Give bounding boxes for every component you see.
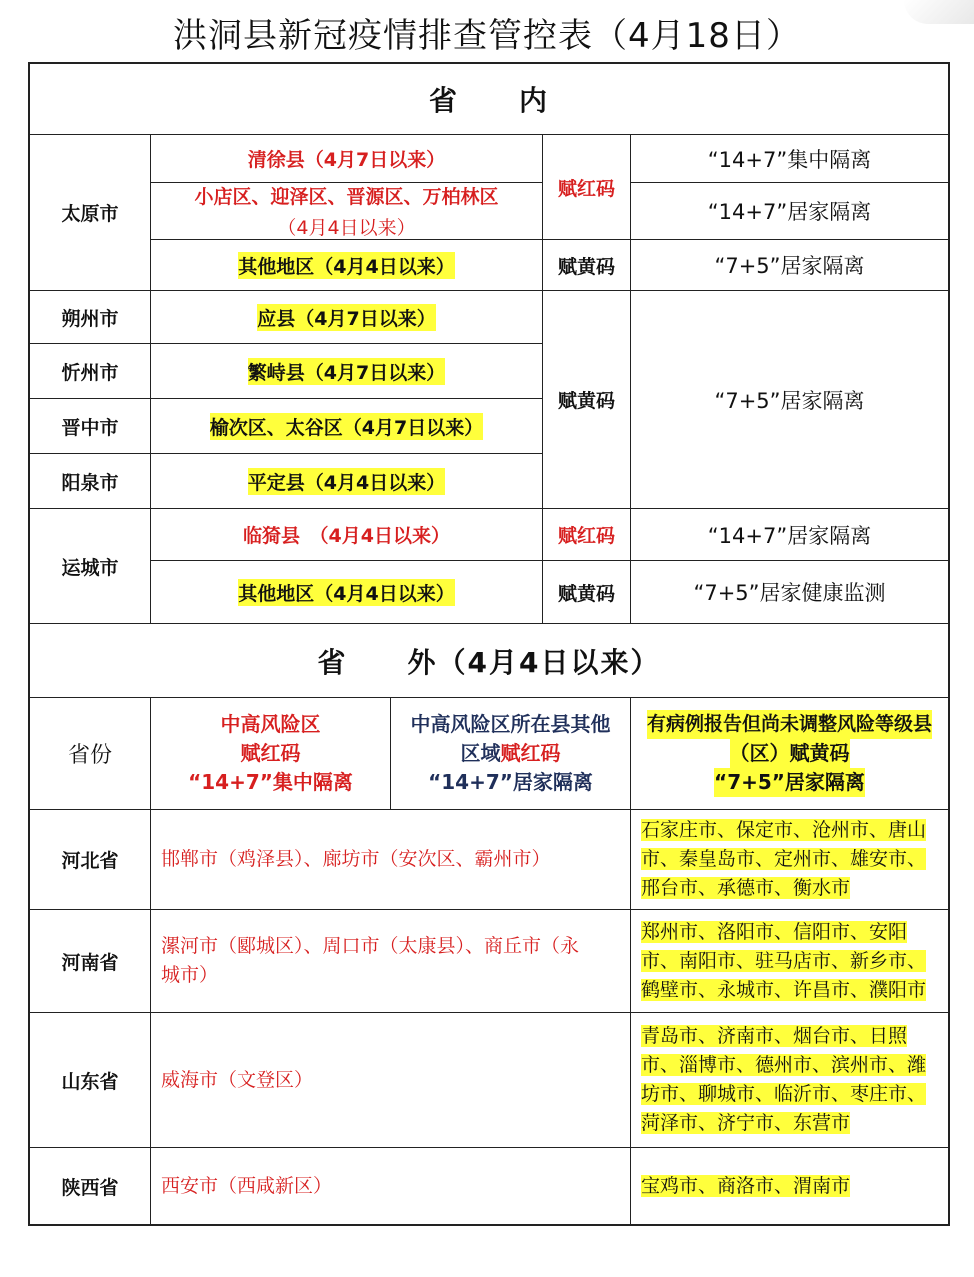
city-yangquan: 阳泉市 xyxy=(61,471,119,494)
city-shuozhou: 朔州市 xyxy=(61,307,119,330)
yellow-line: 青岛市、济南市、烟台市、日照 xyxy=(641,1025,908,1047)
area-qingxu: 清徐县（4月7日以来） xyxy=(247,149,446,171)
code-red-taiyuan: 赋红码 xyxy=(557,177,615,200)
header-other-area-l3: “14+7”居家隔离 xyxy=(428,770,593,794)
header-high-risk xyxy=(151,698,390,809)
header-case-report-l3: “7+5”居家隔离 xyxy=(714,768,865,797)
measure-home-14-7: “14+7”居家隔离 xyxy=(707,200,872,224)
yellow-areas-henan xyxy=(631,910,948,1012)
area-yuncheng-other-label: 其他地区（4月4日以来） xyxy=(238,579,454,606)
header-other-area-l2b: 赋红码 xyxy=(500,741,561,765)
districts-line2: （4月4日以来） xyxy=(277,217,416,239)
header-case-report xyxy=(631,698,948,809)
header-case-report-l2: （区）赋黄码 xyxy=(730,739,850,768)
city-jinzhong: 晋中市 xyxy=(61,416,119,439)
yellow-line: 邢台市、承德市、衡水市 xyxy=(641,877,851,899)
red-line: 漯河市（郾城区）、周口市（太康县）、商丘市（永 xyxy=(161,935,580,957)
province-shandong: 山东省 xyxy=(61,1070,119,1093)
page-title: 洪洞县新冠疫情排查管控表（4月18日） xyxy=(173,16,801,56)
red-line: 城市） xyxy=(161,964,219,986)
area-yuncheng-other xyxy=(151,561,542,623)
red-line: 威海市（文登区） xyxy=(161,1068,314,1091)
yellow-line: 市、淄博市、德州市、滨州市、潍 xyxy=(641,1054,927,1076)
area-row xyxy=(151,291,542,343)
header-high-risk-l1: 中高风险区 xyxy=(220,712,321,736)
header-case-report-l1: 有病例报告但尚未调整风险等级县 xyxy=(647,710,932,739)
code-yellow-yuncheng: 赋黄码 xyxy=(557,582,615,605)
code-yellow-taiyuan: 赋黄码 xyxy=(557,255,615,278)
area-linyi: 临猗县 （4月4日以来） xyxy=(243,525,450,547)
area-pingding: 平定县（4月4日以来） xyxy=(248,468,445,495)
area-row xyxy=(151,344,542,398)
province-shaanxi: 陕西省 xyxy=(61,1176,119,1199)
province-henan: 河南省 xyxy=(61,951,119,974)
area-fanshi: 繁峙县（4月7日以来） xyxy=(248,358,445,385)
red-areas-hebei xyxy=(151,810,630,909)
area-taiyuan-districts xyxy=(151,183,542,239)
header-other-area xyxy=(391,698,630,809)
city-yuncheng: 运城市 xyxy=(61,556,119,579)
yellow-line: 菏泽市、济宁市、东营市 xyxy=(641,1112,851,1134)
yellow-line: 坊市、聊城市、临沂市、枣庄市、 xyxy=(641,1083,927,1105)
measure-home-7-5: “7+5”居家隔离 xyxy=(714,254,865,278)
red-areas-henan xyxy=(151,910,630,1012)
red-line: 西安市（西咸新区） xyxy=(161,1174,333,1197)
yellow-areas-shandong xyxy=(631,1013,948,1147)
province-in-heading: 省 内 xyxy=(428,84,549,117)
yellow-line: 市、秦皇岛市、定州市、雄安市、 xyxy=(641,848,927,870)
yellow-areas-hebei xyxy=(631,810,948,909)
measure-yuncheng-home: “14+7”居家隔离 xyxy=(707,523,872,548)
yellow-line: 石家庄市、保定市、沧州市、唐山 xyxy=(641,819,927,841)
header-high-risk-l2: 赋红码 xyxy=(240,741,301,765)
area-taiyuan-other-label: 其他地区（4月4日以来） xyxy=(238,252,454,279)
yellow-line: 郑州市、洛阳市、信阳市、安阳 xyxy=(641,920,908,943)
yellow-line: 市、南阳市、驻马店市、新乡市、 xyxy=(641,949,927,972)
province-out-heading: 省 外（4月4日以来） xyxy=(317,645,661,679)
measure-mid: “7+5”居家隔离 xyxy=(714,388,865,413)
code-red-yuncheng: 赋红码 xyxy=(557,525,615,547)
city-taiyuan: 太原市 xyxy=(61,203,119,225)
area-row xyxy=(151,454,542,508)
area-yuci-taigu: 榆次区、太谷区（4月7日以来） xyxy=(210,413,483,440)
red-areas-shaanxi xyxy=(151,1148,630,1224)
city-xinzhou: 忻州市 xyxy=(61,361,119,384)
province-hebei: 河北省 xyxy=(61,850,119,872)
header-high-risk-l3: “14+7”集中隔离 xyxy=(188,770,353,794)
yellow-line: 宝鸡市、商洛市、渭南市 xyxy=(641,1174,851,1197)
red-areas-shandong xyxy=(151,1013,630,1147)
header-other-area-l1: 中高风险区所在县其他 xyxy=(410,712,611,736)
header-other-area-l2a: 区域 xyxy=(460,741,501,765)
red-line: 邯郸市（鸡泽县）、廊坊市（安次区、霸州市） xyxy=(161,848,551,870)
area-yingxian: 应县（4月7日以来） xyxy=(257,304,435,331)
header-province: 省份 xyxy=(67,743,112,768)
districts-line1: 小店区、迎泽区、晋源区、万柏林区 xyxy=(194,186,499,208)
yellow-line: 鹤壁市、永城市、许昌市、濮阳市 xyxy=(641,978,927,1001)
measure-yuncheng-health: “7+5”居家健康监测 xyxy=(693,581,886,605)
area-row xyxy=(151,399,542,453)
area-taiyuan-other xyxy=(151,240,542,290)
code-yellow-mid: 赋黄码 xyxy=(557,390,615,412)
measure-central-14-7: “14+7”集中隔离 xyxy=(707,147,872,172)
yellow-areas-shaanxi xyxy=(631,1148,948,1224)
